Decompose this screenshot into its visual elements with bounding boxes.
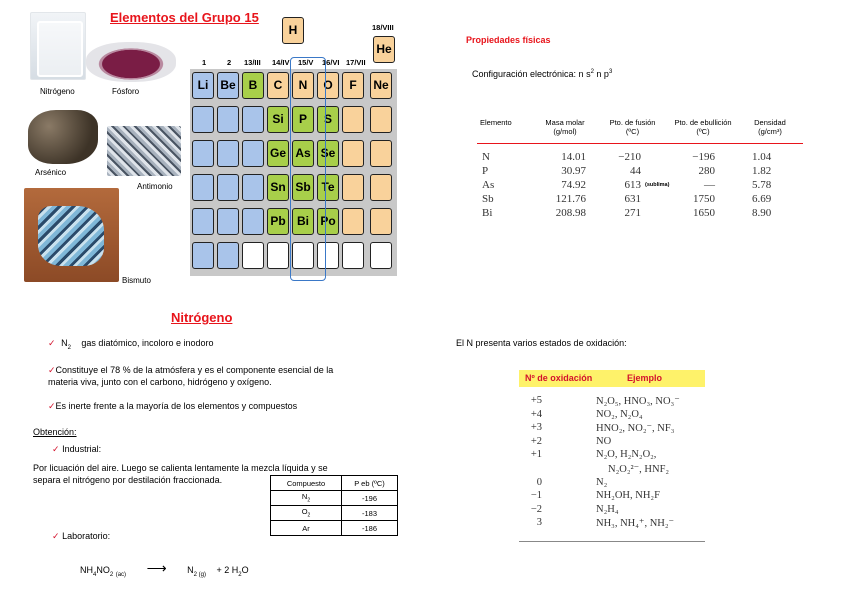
- reaction-arrow-icon: ⟶: [146, 560, 167, 576]
- element-cell: [342, 106, 364, 133]
- group-label-15: 15/V: [298, 58, 314, 67]
- properties-heading: Propiedades físicas: [466, 35, 551, 45]
- cell-fusion: 271: [624, 207, 641, 219]
- col-header-densidad: Densidad (g/cm³): [754, 118, 786, 136]
- cell-fusion: 631: [624, 193, 641, 205]
- element-F: F: [342, 72, 364, 99]
- element-cell: [242, 106, 264, 133]
- group-label-17: 17/VII: [346, 58, 366, 67]
- oxidation-example: N₂O₂²⁻, HNF₂: [608, 464, 670, 475]
- oxidation-number: +2: [530, 435, 542, 447]
- oxidation-example: NO₂, N₂O₄: [596, 408, 643, 420]
- oxidation-number: +4: [530, 408, 542, 420]
- element-cell: [217, 174, 239, 201]
- cell-ebullicion: −196: [692, 151, 715, 163]
- bullet-atmosphere: ✓Constituye el 78 % de la atmósfera y es el componente esencial de la materia viva, junto con el carbono, hidrógeno y oxígeno.: [48, 365, 334, 387]
- oxidation-example: N₂H₄: [596, 503, 619, 515]
- element-cell: [342, 208, 364, 235]
- arsenic-caption: Arsénico: [35, 168, 67, 177]
- cell-densidad: 8.90: [752, 207, 772, 219]
- element-Ne: Ne: [370, 72, 392, 99]
- bullet-inert: ✓Es inerte frente a la mayoría de los elementos y compuestos: [48, 401, 298, 411]
- element-Sb: Sb: [292, 174, 314, 201]
- element-cell: [217, 106, 239, 133]
- element-As: As: [292, 140, 314, 167]
- cell-densidad: 1.82: [752, 165, 772, 177]
- electron-config: Configuración electrónica: n $s^2$ n $p^3$: [472, 69, 613, 79]
- element-H: H: [282, 17, 304, 44]
- cell-masa: 208.98: [555, 207, 586, 219]
- element-cell: [192, 174, 214, 201]
- col-header-fusion: Pto. de fusión (ºC): [609, 118, 656, 136]
- phosphorus-caption: Fósforo: [112, 87, 140, 96]
- oxidation-number: +5: [530, 395, 542, 406]
- group-label-18: 18/VIII: [372, 23, 394, 32]
- element-Te: Te: [317, 174, 339, 201]
- group15-highlight: [290, 57, 326, 281]
- element-cell: [242, 208, 264, 235]
- oxidation-number: 3: [536, 517, 542, 529]
- bullet-n2: ✓ $N_2$ gas diatómico, incoloro e inodoro: [48, 338, 214, 351]
- arsenic-photo: [28, 110, 98, 164]
- oxidation-number: −2: [530, 503, 542, 515]
- boiling-point-table: Compuesto P eb (ºC) $N_2$ -196 $O_2$ -183 Ar -186: [270, 475, 398, 536]
- cell-ebullicion: —: [704, 179, 715, 191]
- element-Po: Po: [317, 208, 339, 235]
- element-C: C: [267, 72, 289, 99]
- cell-fusion: 44: [630, 165, 641, 177]
- oxidation-number: −1: [530, 490, 542, 502]
- cell-densidad: 5.78: [752, 179, 772, 191]
- element-B: B: [242, 72, 264, 99]
- group-label-13: 13/III: [244, 58, 261, 67]
- oxidation-example: N₂O₅, HNO₃, NO₃⁻: [596, 396, 680, 407]
- group-label-16: 16/VI: [322, 58, 340, 67]
- element-cell: [242, 174, 264, 201]
- element-Se: Se: [317, 140, 339, 167]
- table-row: $N_2$ -196: [271, 491, 398, 506]
- cell-masa: 74.92: [561, 179, 586, 191]
- check-icon: ✓: [52, 444, 60, 454]
- industrial-text: Por licuación del aire. Luego se calienta lentamente la mezcla líquida y se separa el nitrógeno por destilación fraccionada.: [33, 463, 328, 485]
- element-cell: [192, 106, 214, 133]
- cell-masa: 30.97: [561, 165, 586, 177]
- element-Pb: Pb: [267, 208, 289, 235]
- cell-fusion: 613: [624, 179, 641, 191]
- element-cell: [370, 208, 392, 235]
- oxidation-example: N₂: [596, 476, 608, 488]
- element-cell: [192, 140, 214, 167]
- oxidation-example: HNO₂, NO₂⁻, NF₃: [596, 423, 675, 435]
- laboratorio-label: ✓ Laboratorio:: [52, 531, 111, 541]
- element-He: He: [373, 36, 395, 63]
- cell-fusion: −210: [618, 151, 641, 163]
- element-cell: [242, 140, 264, 167]
- phosphorus-photo: [86, 42, 176, 82]
- check-icon: ✓: [48, 338, 56, 348]
- cell-el: Bi: [482, 207, 493, 219]
- industrial-label: ✓ Industrial:: [52, 444, 102, 454]
- element-cell: [217, 140, 239, 167]
- table-row: Ar -186: [271, 521, 398, 536]
- cell-densidad: 1.04: [752, 151, 772, 163]
- cell-masa: 14.01: [561, 151, 586, 163]
- bismuth-photo: [24, 188, 119, 282]
- element-cell: [192, 208, 214, 235]
- cell-ebullicion: 280: [698, 165, 715, 177]
- check-icon: ✓: [48, 365, 56, 375]
- element-cell: [370, 140, 392, 167]
- group-label-14: 14/IV: [272, 58, 290, 67]
- obtencion-heading: Obtención:: [33, 427, 77, 437]
- cell-el: P: [482, 165, 489, 177]
- element-Be: Be: [217, 72, 239, 99]
- cell-el: Sb: [482, 193, 494, 205]
- element-P: P: [292, 106, 314, 133]
- col-header-elemento: Elemento: [480, 118, 512, 127]
- oxidation-number: +1: [530, 449, 542, 461]
- element-cell: [242, 242, 264, 269]
- oxidation-number: +3: [530, 422, 542, 434]
- antimony-photo: [107, 126, 181, 176]
- element-S: S: [317, 106, 339, 133]
- element-cell: [370, 174, 392, 201]
- oxidation-example: NH₃, NH₄⁺, NH₂⁻: [596, 518, 675, 530]
- element-cell: [217, 242, 239, 269]
- element-cell: [192, 242, 214, 269]
- element-cell: [342, 174, 364, 201]
- cell-ebullicion: 1750: [693, 193, 715, 205]
- element-cell: [342, 140, 364, 167]
- lab-reaction: $NH_4NO_2$ $_{(ac)}$ ⟶ $N_{2 (g)} + 2$ $H_2O$: [80, 560, 249, 578]
- oxidation-number: 0: [536, 476, 542, 488]
- antimony-caption: Antimonio: [137, 182, 173, 191]
- check-icon: ✓: [48, 401, 56, 411]
- nitrogen-title: Nitrógeno: [171, 310, 233, 325]
- col-header-ebullicion: Pto. de ebullición (ºC): [674, 118, 732, 136]
- element-O: O: [317, 72, 339, 99]
- col-header-masa: Masa molar (g/mol): [545, 118, 585, 136]
- element-Si: Si: [267, 106, 289, 133]
- nitrogen-caption: Nitrógeno: [40, 87, 75, 96]
- element-cell: [217, 208, 239, 235]
- oxidation-intro: El N presenta varios estados de oxidación:: [456, 338, 627, 348]
- element-Li: Li: [192, 72, 214, 99]
- cell-el: N: [482, 151, 490, 163]
- sublima-note: (sublima): [645, 182, 670, 188]
- header-rule: [477, 143, 803, 144]
- element-cell: [342, 242, 364, 269]
- oxidation-example: N₂O, H₂N₂O₂,: [596, 449, 657, 461]
- table-row: $O_2$ -183: [271, 506, 398, 521]
- oxidation-header: Nº de oxidación Ejemplo: [519, 370, 705, 387]
- group15-title: Elementos del Grupo 15: [110, 10, 259, 25]
- element-cell: [370, 106, 392, 133]
- element-cell: [267, 242, 289, 269]
- element-Ge: Ge: [267, 140, 289, 167]
- element-cell: [370, 242, 392, 269]
- cell-el: As: [482, 179, 495, 191]
- nitrogen-photo: [30, 12, 86, 80]
- cell-densidad: 6.69: [752, 193, 772, 205]
- group-label-1: 1: [202, 58, 207, 67]
- check-icon: ✓: [52, 531, 60, 541]
- element-N: N: [292, 72, 314, 99]
- group-label-2: 2: [227, 58, 232, 67]
- oxidation-example: NH₂OH, NH₂F: [596, 490, 660, 502]
- oxidation-example: NO: [596, 435, 612, 447]
- element-Sn: Sn: [267, 174, 289, 201]
- element-Bi: Bi: [292, 208, 314, 235]
- bismuth-caption: Bismuto: [122, 276, 151, 285]
- cell-ebullicion: 1650: [693, 207, 715, 219]
- cell-masa: 121.76: [555, 193, 586, 205]
- oxidation-bottom-rule: [519, 541, 705, 542]
